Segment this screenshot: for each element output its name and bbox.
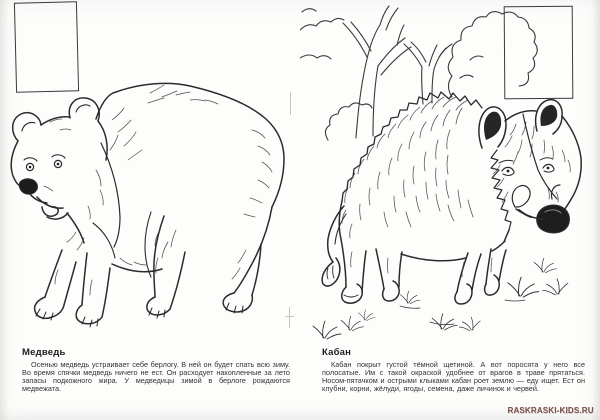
bear-title: Медведь <box>22 347 66 358</box>
boar-caption <box>322 347 585 393</box>
boar-description: Кабан покрыт густой тёмной щетиной. А вот поросята у него все полосатые. Им с такой окраской удобнее от врагов в траве прятаться. Носом-пятачком и острыми клыками кабан роет землю — еду ищет. Ест он клубни, корни, жёлуди, ягоды, семена, даже личинок и червей. <box>322 359 585 394</box>
page-boar <box>300 0 600 420</box>
bear-description: Осенью медведь устраивает себе берлогу. В ней он будет спать всю зиму. Во время спячки медведь ничего не ест. Он расходует накопленные за лето запасы подкожного жира. У медведицы зимой в берлоге рождаются медвежата. <box>22 359 290 394</box>
trees-background <box>300 6 537 140</box>
fold-mark <box>285 316 294 317</box>
watermark-raskraski-kids: RASKRASKI-KIDS.RU <box>507 405 594 415</box>
boar-title: Кабан <box>322 347 352 358</box>
grass-tufts <box>313 258 568 339</box>
bear-caption <box>22 347 290 393</box>
fold-mark <box>289 307 290 328</box>
fold-mark <box>290 92 291 115</box>
